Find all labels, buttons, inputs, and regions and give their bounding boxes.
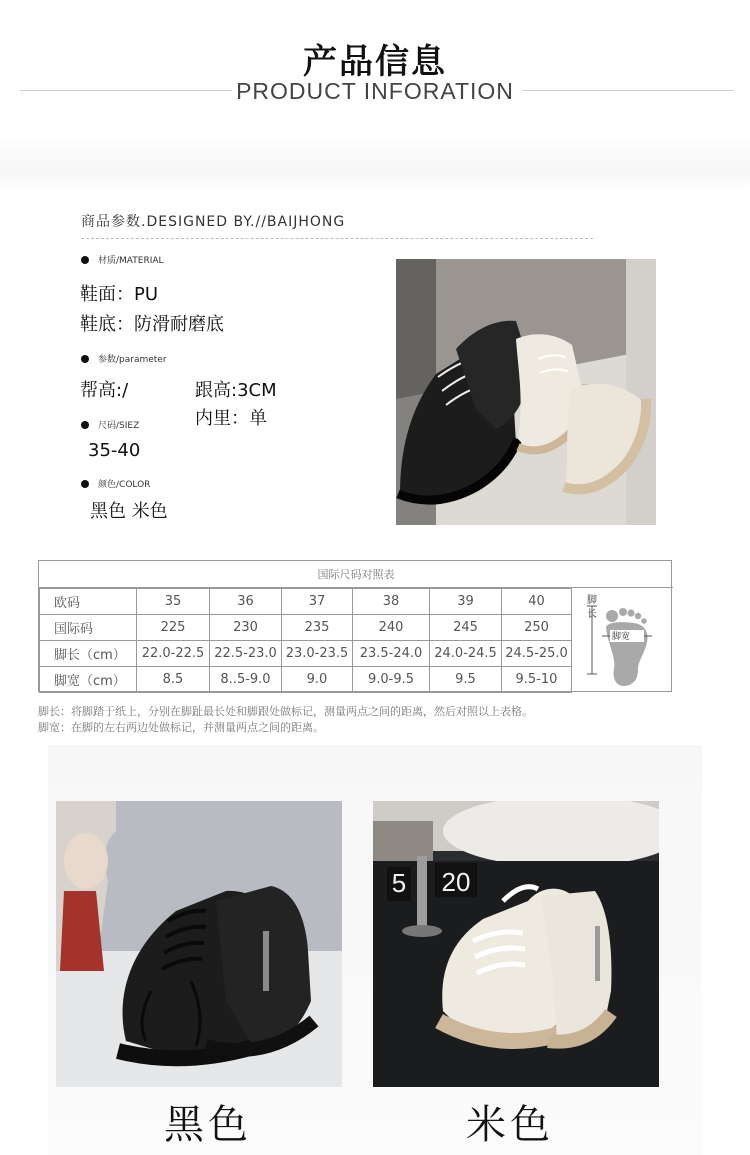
row-label: 脚宽（cm） [40,667,137,693]
table-cell: 230 [210,615,282,641]
table-cell: 22.5-23.0 [210,641,282,667]
size-chart-table [39,588,572,693]
table-cell: 240 [353,615,430,641]
shaft-height: 帮高:/ [80,380,129,401]
designed-by-line: 商品参数.DESIGNED BY.//BAIJHONG [81,214,346,230]
beige-variant-caption: 米色 [466,1102,554,1148]
table-row [40,667,572,693]
table-cell: 36 [210,589,282,615]
bullet-dot-icon [81,480,89,488]
bullet-dot-icon [81,256,89,264]
black-shoe-illustration [56,801,342,1087]
black-variant-photo [56,801,342,1087]
parameter-heading-label: 参数/parameter [98,355,167,365]
row-label: 欧码 [40,589,137,615]
table-cell: 23.0-23.5 [282,641,353,667]
beige-shoe-illustration [373,801,659,1087]
table-row [40,615,572,641]
black-variant-caption: 黑色 [164,1102,252,1148]
foot-diagram [571,588,673,693]
beige-variant-photo [373,801,659,1087]
table-cell: 250 [502,615,572,641]
table-cell: 9.0-9.5 [353,667,430,693]
dashed-divider [81,238,593,239]
table-cell: 37 [282,589,353,615]
foot-length-label: 脚长 [587,595,597,620]
lining: 内里：单 [195,408,267,429]
material-heading [81,253,164,266]
table-cell: 24.5-25.0 [502,641,572,667]
table-cell: 245 [430,615,502,641]
product-photo-pair [396,259,656,525]
size-chart [38,560,672,692]
table-cell: 225 [137,615,210,641]
table-cell: 38 [353,589,430,615]
parameter-heading [81,352,167,365]
size-chart-title: 国际尺码对照表 [39,561,673,588]
table-cell: 9.5 [430,667,502,693]
row-label: 脚长（cm） [40,641,137,667]
table-cell: 39 [430,589,502,615]
bullet-dot-icon [81,355,89,363]
row-label: 国际码 [40,615,137,641]
table-cell: 35 [137,589,210,615]
clock-hour: 5 [391,868,407,898]
heel-height: 跟高:3CM [195,380,277,401]
page-title: 产品信息 [303,42,447,82]
table-cell: 40 [502,589,572,615]
table-cell: 9.0 [282,667,353,693]
shoe-pair-illustration [396,259,656,525]
size-heading-label: 尺码/SIEZ [98,421,140,431]
table-cell: 8..5-9.0 [210,667,282,693]
table-cell: 8.5 [137,667,210,693]
color-list: 黑色 米色 [90,501,168,522]
color-heading-label: 颜色/COLOR [98,480,151,490]
table-cell: 24.0-24.5 [430,641,502,667]
table-row [40,641,572,667]
foot-width-note: 脚宽：在脚的左右两边处做标记，并测量两点之间的距离。 [38,721,324,734]
size-range: 35-40 [88,440,141,461]
color-heading [81,477,150,490]
table-cell: 9.5-10 [502,667,572,693]
table-row [40,589,572,615]
page-subtitle: PRODUCT INFORATION [236,78,514,104]
table-cell: 22.0-22.5 [137,641,210,667]
sole-material: 鞋底：防滑耐磨底 [80,314,224,335]
table-cell: 23.5-24.0 [353,641,430,667]
clock-minute: 20 [441,867,471,897]
upper-material: 鞋面：PU [80,284,159,305]
section-background-band [0,130,750,190]
foot-width-label: 脚宽 [612,632,631,642]
bullet-dot-icon [81,421,89,429]
table-cell: 235 [282,615,353,641]
material-heading-label: 材质/MATERIAL [98,256,164,266]
foot-length-note: 脚长：将脚踏于纸上，分别在脚趾最长处和脚跟处做标记，测量两点之间的距离，然后对照以上表格。 [38,705,533,718]
size-heading [81,418,139,431]
